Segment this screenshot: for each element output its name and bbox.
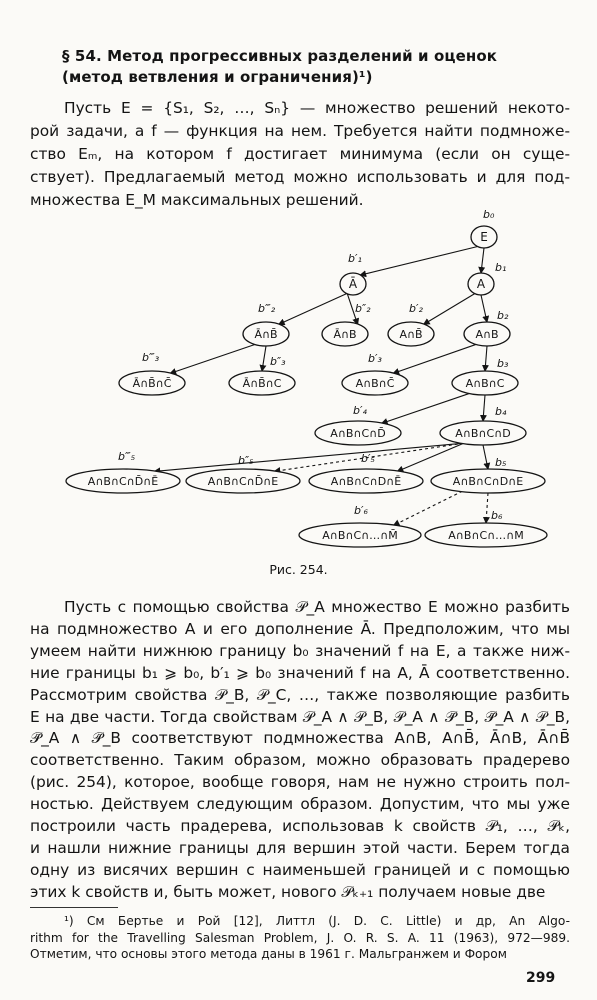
tree-edge <box>382 393 471 423</box>
text-line: соответственно. Таким образом, можно образовать прадерево <box>30 751 570 770</box>
tree-node-n3b <box>229 371 295 395</box>
tree-node-label: A∩B∩C <box>465 377 505 390</box>
edge-bound-label: b‴₂ <box>258 302 276 315</box>
edge-bound-label: b′₃ <box>368 352 382 365</box>
edge-bound-label: b₅ <box>495 456 507 469</box>
edge-bound-label: b₆ <box>491 509 503 522</box>
tree-node-label: Ā <box>348 277 358 291</box>
edge-bound-label: b₁ <box>495 261 507 274</box>
text-line: Пусть с помощью свойства 𝒫_A множество E можно разбить <box>64 598 570 616</box>
edge-bound-label: b″₅ <box>238 454 254 467</box>
tree-node-n2c <box>388 322 434 346</box>
edge-bound-label: b₃ <box>497 357 509 370</box>
tree-edge <box>279 293 348 324</box>
text-line: Рассмотрим свойства 𝒫_B, 𝒫_C, …, также позволяющие разбить <box>30 685 570 704</box>
tree-node-label: A∩B̄ <box>399 328 423 341</box>
footnote <box>30 913 570 963</box>
tree-node-label: A∩B∩C∩D̄∩E <box>207 475 279 488</box>
edge-bound-label: b″₂ <box>355 302 371 315</box>
tree-node-label: Ā∩B̄ <box>254 328 278 341</box>
edge-bound-label: b‴₅ <box>118 450 136 463</box>
tree-node-n5d <box>431 469 545 493</box>
footnote-line: rithm for the Travelling Salesman Problem, J. O. R. S. A. 11 (1963), 972—989. <box>30 930 570 945</box>
tree-node-label: A∩B∩C̄ <box>355 377 395 390</box>
text-line: 𝒫̄_A ∧ 𝒫̄_B соответствуют подмножества A∩B, A∩B̄, Ā∩B, Ā∩B̄ <box>30 729 570 748</box>
tree-node-label: Ā∩B̄∩C <box>242 377 282 390</box>
tree-node-label: A∩B∩C∩D̄ <box>330 427 386 440</box>
text-line: ство Eₘ, на котором f достигает минимума (если он суще- <box>30 145 570 163</box>
tree-node-label: A <box>476 277 486 291</box>
text-line: Пусть E = {S₁, S₂, …, Sₙ} — множество решений некото- <box>64 99 570 117</box>
text-line: построили часть прадерева, использовав k свойств 𝒫₁, …, 𝒫ₖ, <box>30 817 570 836</box>
text-line: этих k свойств и, быть может, нового 𝒫ₖ₊₁ получаем новые две <box>30 882 546 901</box>
tree-node-n3c <box>342 371 408 395</box>
tree-node-label: A∩B∩C∩D <box>455 427 511 440</box>
tree-edge <box>481 248 484 273</box>
page-number: 299 <box>526 970 556 986</box>
tree-edge <box>262 346 266 371</box>
edge-bound-label: b₀ <box>483 208 495 221</box>
text-line: рой задачи, а f — функция на нем. Требуется найти подмноже- <box>30 122 570 140</box>
text-line: на подмножество A и его дополнение Ā. Предположим, что мы <box>30 619 570 638</box>
text-line: ствует). Предлагаемый метод можно использовать и для под- <box>30 168 570 186</box>
tree-edge <box>486 493 488 523</box>
text-line: умеем найти нижнюю границу b₀ значений f на E, а также ниж- <box>30 641 570 660</box>
edge-bound-label: b′₆ <box>354 504 368 517</box>
text-line: одну из висячих вершин с наименьшей границей и с помощью <box>30 860 570 879</box>
tree-node-n2a <box>243 322 289 346</box>
tree-edge <box>483 445 488 469</box>
edge-bound-label: b′₅ <box>361 452 375 465</box>
tree-edge <box>154 443 463 471</box>
tree-node-label: A∩B∩C∩…∩M̄ <box>322 529 398 542</box>
edge-bound-label: b‴₃ <box>142 351 160 364</box>
tree-node-label: A∩B∩C∩D̄∩Ē <box>87 475 159 488</box>
tree-edge <box>360 246 478 275</box>
text-line: ние границы b₁ ⩾ b₀, b′₁ ⩾ b₀ значений f на A, Ā соответственно. <box>30 663 570 682</box>
tree-node-n3d <box>452 371 518 395</box>
text-line: (рис. 254), которое, вообще говоря, нам не нужно строить пол- <box>30 773 570 792</box>
section-title-line: § 54. Метод прогрессивных разделений и оценок <box>62 47 498 65</box>
footnote-line: Отметим, что основы этого метода даны в 1961 г. Мальгранжем и Фором <box>30 947 507 961</box>
body-paragraph <box>30 597 570 904</box>
section-title-line: (метод ветвления и ограничения)¹) <box>62 68 373 86</box>
text-line: ностью. Действуем следующим образом. Допустим, что мы уже <box>30 795 570 814</box>
tree-node-label: Ā∩B <box>333 328 357 341</box>
tree-edge <box>394 491 463 525</box>
edge-bound-label: b′₄ <box>353 404 367 417</box>
tree-node-n6b <box>425 523 547 547</box>
text-line: множества E_M максимальных решений. <box>30 191 364 209</box>
intro-paragraph <box>30 97 570 212</box>
tree-node-n4a <box>315 421 401 445</box>
tree-node-n5b <box>186 469 300 493</box>
text-line: и нашли нижние границы для вершин этой части. Берем тогда <box>30 838 570 857</box>
tree-node-n6a <box>299 523 421 547</box>
tree-node-n1L <box>340 273 366 295</box>
tree-node-label: A∩B∩C∩D∩E <box>452 475 524 488</box>
tree-node-n3a <box>119 371 185 395</box>
tree-node-n2b <box>322 322 368 346</box>
text-line: E на две части. Тогда свойствам 𝒫_A ∧ 𝒫_B, 𝒫_A ∧ 𝒫̄_B, 𝒫̄_A ∧ 𝒫_B, <box>30 707 570 726</box>
tree-node-n1R <box>468 273 494 295</box>
branch-and-bound-tree <box>0 200 597 560</box>
tree-node-label: A∩B <box>475 328 499 341</box>
tree-edge <box>483 395 485 421</box>
tree-node-label: A∩B∩C∩D∩Ē <box>330 475 402 488</box>
tree-edge <box>170 344 256 373</box>
tree-node-root <box>471 226 497 248</box>
tree-node-n5c <box>309 469 423 493</box>
tree-node-n5a <box>66 469 180 493</box>
tree-edge <box>397 443 463 471</box>
footnote-line: ¹) См Бертье и Рой [12], Литтл (J. D. C. Little) и др, An Algo- <box>64 914 570 928</box>
tree-node-n2d <box>464 322 510 346</box>
edge-bound-label: b₄ <box>495 405 507 418</box>
tree-node-n4b <box>440 421 526 445</box>
tree-edge <box>485 346 487 371</box>
tree-node-label: A∩B∩C∩…∩M <box>448 529 524 542</box>
edge-bound-label: b′₁ <box>348 252 362 265</box>
tree-edge <box>481 295 487 322</box>
edge-bound-label: b₂ <box>497 309 509 322</box>
edge-bound-label: b′₂ <box>409 302 423 315</box>
tree-node-label: Ā∩B̄∩C̄ <box>132 377 172 390</box>
footnote-divider <box>30 907 118 908</box>
section-title <box>62 46 542 88</box>
tree-node-label: E <box>480 230 488 244</box>
tree-edge <box>424 293 476 324</box>
edge-bound-label: b″₃ <box>270 355 286 368</box>
figure-caption: Рис. 254. <box>269 562 328 577</box>
tree-edge <box>393 344 477 373</box>
